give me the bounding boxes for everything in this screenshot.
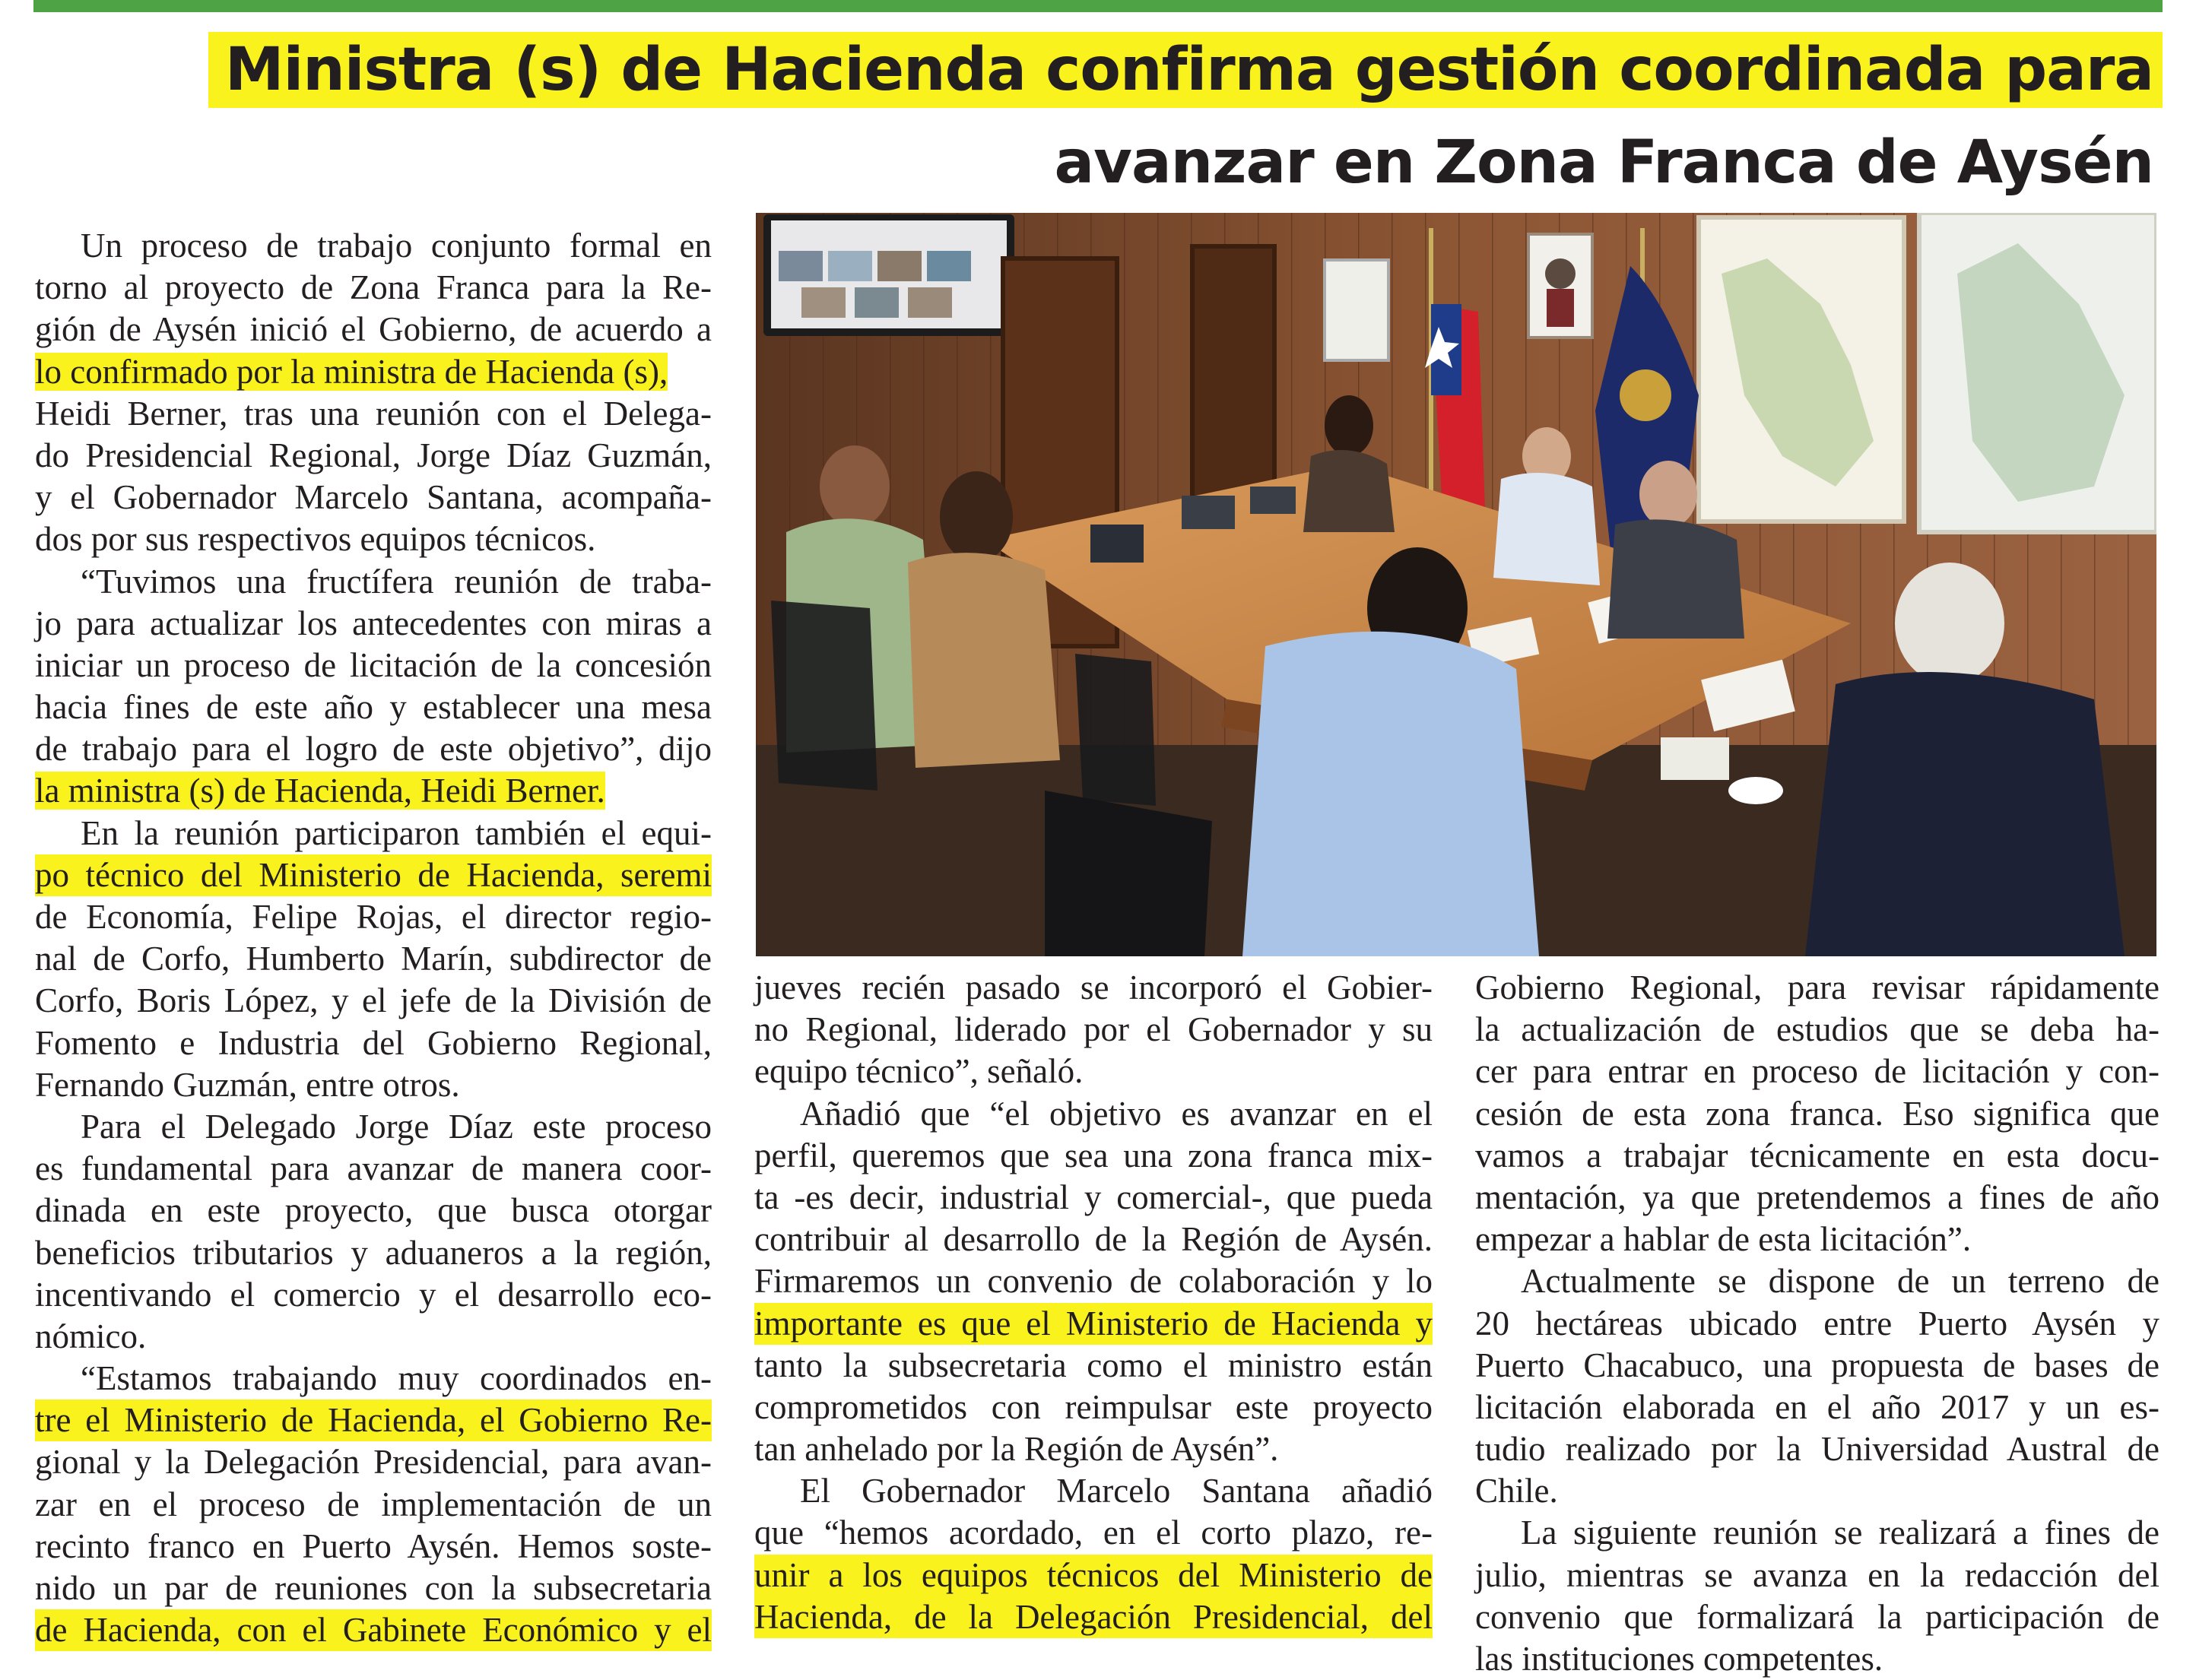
text-line: no Regional, liderado por el Gobernador y su (754, 1010, 1433, 1049)
article-column-1 (35, 225, 712, 1651)
highlighted-text: la ministra (s) de Hacienda, Heidi Berner. (35, 772, 605, 810)
highlighted-text: lo confirmado por la ministra de Hacienda (s), (35, 352, 668, 391)
text-line: cesión de esta zona franca. Eso significa que (1475, 1094, 2160, 1133)
text-line: mentación, ya que pretendemos a fines de año (1475, 1178, 2160, 1216)
text-line: jo para actualizar los antecedentes con miras a (35, 604, 712, 642)
text-line: licitación elaborada en el año 2017 y un es- (1475, 1387, 2160, 1426)
text-line: tan anhelado por la Región de Aysén”. (754, 1430, 1279, 1469)
text-line: El Gobernador Marcelo Santana añadió (800, 1472, 1433, 1510)
text-line: es fundamental para avanzar de manera coor- (35, 1149, 712, 1188)
text-line: tanto la subsecretaria como el ministro están (754, 1346, 1433, 1384)
text-line: jueves recién pasado se incorporó el Gobier- (754, 968, 1433, 1006)
text-line: empezar a hablar de esta licitación”. (1475, 1220, 1972, 1259)
article-column-3 (1475, 967, 2160, 1680)
meeting-photo (756, 213, 2156, 956)
text-line: la actualización de estudios que se deba ha- (1475, 1010, 2160, 1049)
headline-line-2: avanzar en Zona Franca de Aysén (1054, 128, 2153, 197)
text-line: La siguiente reunión se realizará a fines de (1521, 1514, 2160, 1552)
text-line: dos por sus respectivos equipos técnicos. (35, 520, 596, 559)
highlighted-text: po técnico del Ministerio de Hacienda, seremi (35, 854, 712, 896)
text-line: convenio que formalizará la participación de (1475, 1597, 2160, 1636)
highlighted-text: tre el Ministerio de Hacienda, el Gobierno Re- (35, 1399, 712, 1441)
text-line: Fomento e Industria del Gobierno Regional, (35, 1023, 712, 1062)
text-line: do Presidencial Regional, Jorge Díaz Guzmán, (35, 436, 712, 474)
text-line: Gobierno Regional, para revisar rápidamente (1475, 968, 2160, 1006)
text-line: gional y la Delegación Presidencial, para avan- (35, 1443, 712, 1482)
text-line: Heidi Berner, tras una reunión con el Delega- (35, 394, 712, 433)
article-column-2 (754, 967, 1433, 1638)
highlighted-text: de Hacienda, con el Gabinete Económico y el (35, 1609, 712, 1651)
text-line: perfil, queremos que sea una zona franca mix- (754, 1136, 1433, 1174)
text-line: Chile. (1475, 1472, 1558, 1510)
text-line: nido un par de reuniones con la subsecretaria (35, 1569, 712, 1607)
text-line: dinada en este proyecto, que busca otorgar (35, 1191, 712, 1230)
text-line: las instituciones competentes. (1475, 1640, 1883, 1678)
text-line: nómico. (35, 1317, 147, 1355)
text-line: nal de Corfo, Humberto Marín, subdirector de (35, 940, 712, 978)
text-line: tudio realizado por la Universidad Austral de (1475, 1430, 2160, 1469)
text-line: Fernando Guzmán, entre otros. (35, 1065, 460, 1104)
text-line: Para el Delegado Jorge Díaz este proceso (81, 1107, 712, 1146)
text-line: “Estamos trabajando muy coordinados en- (81, 1359, 712, 1398)
text-line: Actualmente se dispone de un terreno de (1521, 1262, 2160, 1301)
text-line: Firmaremos un convenio de colaboración y lo (754, 1262, 1433, 1301)
text-line: hacia fines de este año y establecer una mesa (35, 688, 712, 727)
headline-line-1: Ministra (s) de Hacienda confirma gestión coordinada para (208, 32, 2163, 108)
text-line: de Economía, Felipe Rojas, el director regio- (35, 898, 712, 936)
text-line: incentivando el comercio y el desarrollo eco- (35, 1275, 712, 1314)
text-line: cer para entrar en proceso de licitación y con- (1475, 1052, 2160, 1091)
highlighted-text: unir a los equipos técnicos del Ministerio de (754, 1555, 1433, 1596)
text-line: beneficios tributarios y aduaneros a la región, (35, 1233, 712, 1272)
text-line: Añadió que “el objetivo es avanzar en el (800, 1094, 1433, 1133)
text-line: Puerto Chacabuco, una propuesta de bases de (1475, 1346, 2160, 1384)
text-line: recinto franco en Puerto Aysén. Hemos soste- (35, 1526, 712, 1565)
text-line: que “hemos acordado, en el corto plazo, re- (754, 1514, 1433, 1552)
text-line: comprometidos con reimpulsar este proyecto (754, 1387, 1433, 1426)
text-line: 20 hectáreas ubicado entre Puerto Aysén y (1475, 1304, 2160, 1342)
text-line: contribuir al desarrollo de la Región de Aysén. (754, 1220, 1433, 1259)
text-line: Un proceso de trabajo conjunto formal en (81, 227, 712, 265)
text-line: Corfo, Boris López, y el jefe de la División de (35, 981, 712, 1020)
text-line: En la reunión participaron también el equi- (81, 813, 712, 852)
highlighted-text: importante es que el Ministerio de Hacienda y (754, 1303, 1433, 1345)
text-line: gión de Aysén inició el Gobierno, de acuerdo a (35, 310, 712, 349)
text-line: zar en el proceso de implementación de un (35, 1485, 712, 1523)
text-line: torno al proyecto de Zona Franca para la Re- (35, 268, 712, 307)
highlighted-text: Hacienda, de la Delegación Presidencial, del (754, 1596, 1433, 1638)
text-line: ta -es decir, industrial y comercial-, que pueda (754, 1178, 1433, 1216)
text-line: de trabajo para el logro de este objetivo”, dijo (35, 730, 712, 769)
text-line: julio, mientras se avanza en la redacción del (1475, 1555, 2160, 1594)
text-line: vamos a trabajar técnicamente en esta docu- (1475, 1136, 2160, 1174)
text-line: iniciar un proceso de licitación de la concesión (35, 645, 712, 684)
text-line: y el Gobernador Marcelo Santana, acompaña- (35, 478, 712, 517)
text-line: “Tuvimos una fructífera reunión de traba- (81, 562, 712, 601)
text-line: equipo técnico”, señaló. (754, 1052, 1084, 1091)
top-rule (33, 0, 2163, 12)
